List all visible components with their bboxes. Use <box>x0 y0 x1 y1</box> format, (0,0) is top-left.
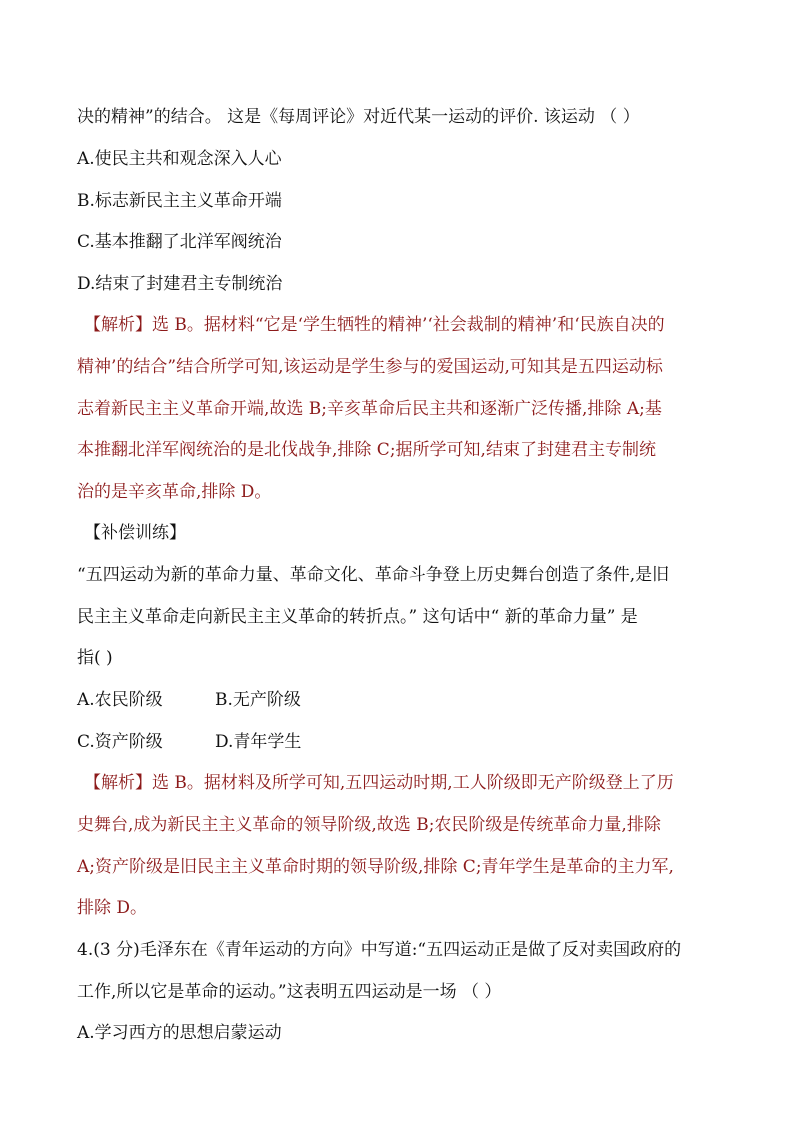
q3-option-d: D.结束了封建君主专制统治 <box>77 274 283 294</box>
supplement-analysis-line: 【解析】选 B。据材料及所学可知,五四运动时期,工人阶级即无产阶级登上了历 <box>84 773 674 793</box>
supplement-stem-line: 民主主义革命走向新民主主义革命的转折点。” 这句话中“ 新的革命力量” 是 <box>77 607 638 627</box>
q3-analysis-line: 治的是辛亥革命,排除 D。 <box>77 482 272 502</box>
q3-analysis-line: 志着新民主主义革命开端,故选 B;辛亥革命后民主共和逐渐广泛传播,排除 A;基 <box>77 399 662 419</box>
q4-stem-line: 工作,所以它是革命的运动。”这表明五四运动是一场 （ ） <box>77 982 502 1002</box>
supplement-option-c: C.资产阶级 <box>77 732 163 752</box>
supplement-heading: 【补偿训练】 <box>84 523 186 543</box>
supplement-analysis-line: 史舞台,成为新民主主义革命的领导阶级,故选 B;农民阶级是传统革命力量,排除 <box>77 815 661 835</box>
q4-option-a: A.学习西方的思想启蒙运动 <box>77 1023 282 1043</box>
q3-stem-end: 决的精神”的结合。 这是《每周评论》对近代某一运动的评价. 该运动 （ ） <box>77 107 640 127</box>
supplement-analysis-line: 排除 D。 <box>77 898 148 918</box>
q3-option-c: C.基本推翻了北洋军阀统治 <box>77 232 282 252</box>
supplement-option-b: B.无产阶级 <box>215 690 301 710</box>
supplement-stem-line: 指( ) <box>77 648 113 668</box>
supplement-option-row <box>77 689 301 711</box>
q4-stem-line: 4.(3 分)毛泽东在《青年运动的方向》中写道:“五四运动正是做了反对卖国政府的 <box>77 940 682 960</box>
q3-option-b: B.标志新民主主义革命开端 <box>77 191 282 211</box>
supplement-stem-line: “五四运动为新的革命力量、革命文化、革命斗争登上历史舞台创造了条件,是旧 <box>77 565 670 585</box>
supplement-option-d: D.青年学生 <box>215 732 302 752</box>
q3-option-a: A.使民主共和观念深入人心 <box>77 149 282 169</box>
supplement-option-row <box>77 731 302 753</box>
supplement-analysis-line: A;资产阶级是旧民主主义革命时期的领导阶级,排除 C;青年学生是革命的主力军, <box>77 857 674 877</box>
q3-analysis-line: 本推翻北洋军阀统治的是北伐战争,排除 C;据所学可知,结束了封建君主专制统 <box>77 440 656 460</box>
supplement-option-a: A.农民阶级 <box>77 690 163 710</box>
q3-analysis-line: 精神’的结合”结合所学可知,该运动是学生参与的爱国运动,可知其是五四运动标 <box>77 357 663 377</box>
q3-analysis-line: 【解析】选 B。据材料“它是‘学生牺牲的精神’‘社会裁制的精神’和‘民族自决的 <box>84 315 665 335</box>
